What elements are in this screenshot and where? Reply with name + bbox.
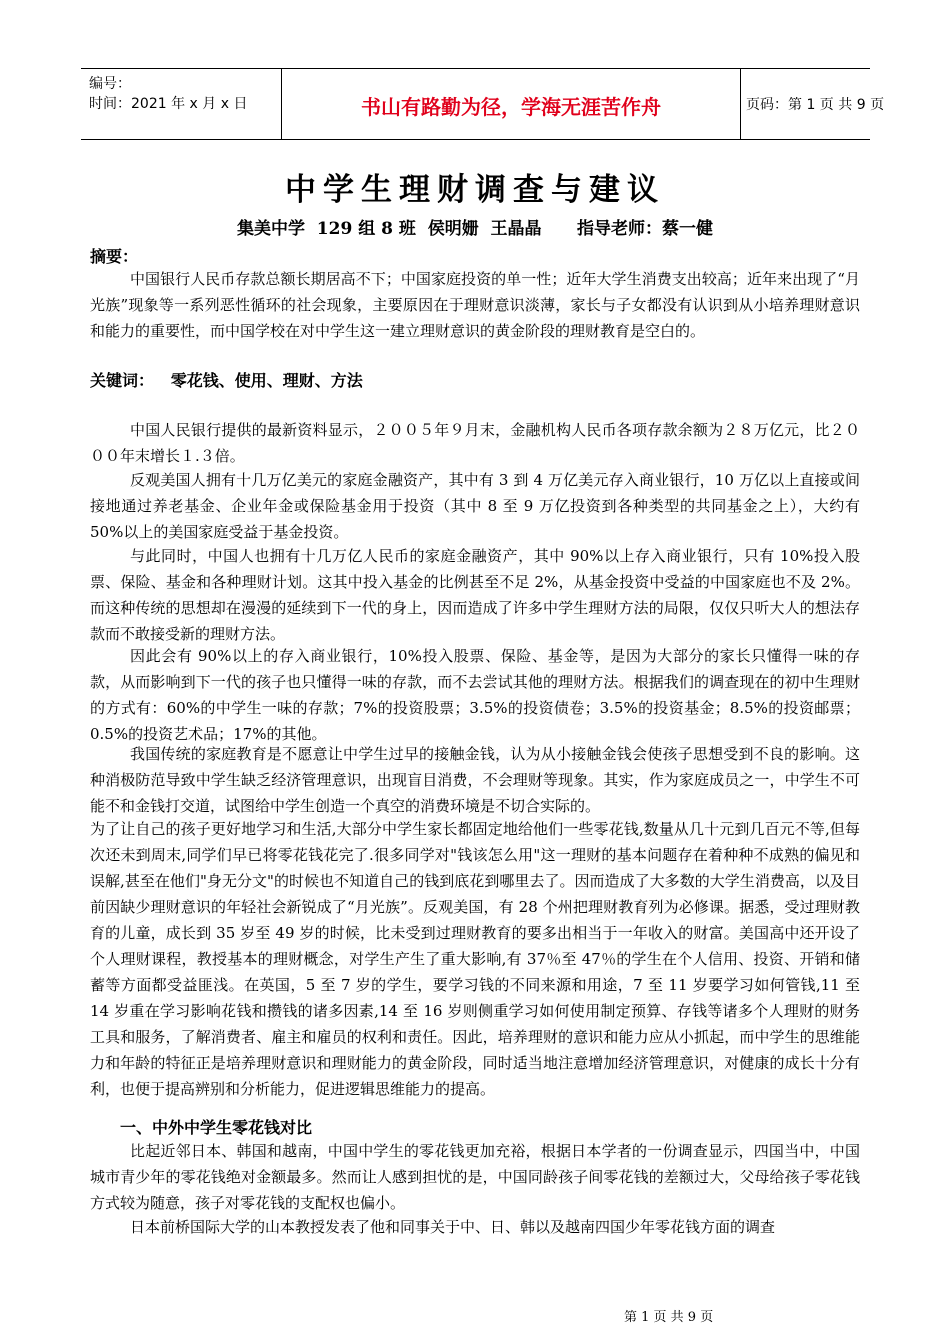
body-paragraph-6: 为了让自己的孩子更好地学习和生活,大部分中学生家长都固定地给他们一些零花钱,数量从几十元到几百元不等,但每次还未到周末,同学们早已将零花钱花完了.很多同学对"钱该怎么用"这一理财的基本问题存在着种种不成熟的偏见和误解,甚至在他们"身无分文"的时候也不知道自己的钱到底花到哪里去了。因而造成了大多数的大学生消费高，以及目前因缺少理财意识的年轻社会新锐成了“月光族”。反观美国，有 28 个州把理财教育列为必修课。据悉，受过理财教育的儿童，成长到 35 岁至 49 岁的时候，比未受到过理财教育的要多出相当于一年收入的财富。美国高中还开设了个人理财课程，教授基本的理财概念，对学生产生了重大影响,有 37％至 47％的学生在个人信用、投资、开销和储蓄等方面都受益匪浅。在英国，5 至 7 岁的学生，要学习钱的不同来源和用途，7 至 11 岁要学习如何管钱,11 至 14 岁重在学习影响花钱和攒钱的诸多因素,14 至 16 岁则侧重学习如何使用制定预算、存钱等诸多个人理财的财务工具和服务，了解消费者、雇主和雇员的权利和责任。因此，培养理财的意识和能力应从小抓起，而中学生的思维能力和年龄的特征正是培养理财意识和理财能力的黄金阶段，同时适当地注意增加经济管理意识，对健康的成长十分有利，也便于提高辨别和分析能力，促进逻辑思维能力的提高。 [90,820,860,1098]
document-date-label: 时间：2021 年 x 月 x 日 [89,96,248,112]
header-meta-cell [81,69,281,139]
body-paragraph-2: 反观美国人拥有十几万亿美元的家庭金融资产，其中有 3 到 4 万亿美元存入商业银行，10 万亿以上直接或间接地通过养老基金、企业年金或保险基金用于投资（其中 8 至 9 万亿投资到各种类型的共同基金之上），大约有 50%以上的美国家庭受益于基金投资。 [90,471,860,541]
body-paragraph-4: 因此会有 90%以上的存入商业银行，10%投入股票、保险、基金等，是因为大部分的家长只懂得一味的存款，从而影响到下一代的孩子也只懂得一味的存款，而不去尝试其他的理财方法。根据我们的调查现在的初中生理财的方式有：60%的中学生一味的存款；7%的投资股票；3.5%的投资债卷；3.5%的投资基金；8.5%的投资邮票；0.5%的投资艺术品；17%的其他。 [90,647,860,743]
body-paragraph-8: 日本前桥国际大学的山本教授发表了他和同事关于中、日、韩以及越南四国少年零花钱方面的调查 [130,1218,776,1236]
header-slogan: 书山有路勤为径，学海无涯苦作舟 [361,95,661,119]
keywords-line: 关键词： 零花钱、使用、理财、方法 [90,371,363,390]
document-authors: 集美中学 129 组 8 班 侯明姗 王晶晶 指导老师：蔡一健 [236,219,714,239]
header-slogan-cell [281,69,741,139]
page-footer: 第 1 页 共 9 页 [624,1310,714,1325]
document-number-label: 编号： [89,76,131,92]
body-paragraph-5: 我国传统的家庭教育是不愿意让中学生过早的接触金钱，认为从小接触金钱会使孩子思想受到不良的影响。这种消极防范导致中学生缺乏经济管理意识，出现盲目消费，不会理财等现象。其实，作为家庭成员之一，中学生不可能不和金钱打交道，试图给中学生创造一个真空的消费环境是不切合实际的。 [90,745,860,815]
section-1-heading: 一、中外中学生零花钱对比 [120,1118,313,1137]
abstract-label: 摘要： [90,247,139,266]
header-table [81,68,885,140]
abstract-text: 中国银行人民币存款总额长期居高不下；中国家庭投资的单一性；近年大学生消费支出较高；近年来出现了“月光族”现象等一系列恶性循环的社会现象，主要原因在于理财意识淡薄，家长与子女都没有认识到从小培养理财意识和能力的重要性，而中国学校在对中学生这一建立理财意识的黄金阶段的理财教育是空白的。 [90,270,860,340]
header-page-cell [740,69,885,139]
body-paragraph-3: 与此同时，中国人也拥有十几万亿人民币的家庭金融资产，其中 90%以上存入商业银行，只有 10%投入股票、保险、基金和各种理财计划。这其中投入基金的比例甚至不足 2%，从基金投资中受益的中国家庭也不及 2%。而这种传统的思想却在漫漫的延续到下一代的身上，因而造成了许多中学生理财方法的局限，仅仅只听大人的想法存款而不敢接受新的理财方法。 [90,547,860,643]
body-paragraph-1: 中国人民银行提供的最新资料显示，２００５年９月末，金融机构人民币各项存款余额为２８万亿元，比２０００年末增长１.３倍。 [90,421,860,465]
header-page-info: 页码：第 1 页 共 9 页 [746,97,885,113]
body-paragraph-7: 比起近邻日本、韩国和越南，中国中学生的零花钱更加充裕，根据日本学者的一份调查显示，四国当中，中国城市青少年的零花钱绝对金额最多。然而让人感到担忧的是，中国同龄孩子间零花钱的差额过大，父母给孩子零花钱方式较为随意，孩子对零花钱的支配权也偏小。 [90,1142,860,1212]
document-title: 中学生理财调查与建议 [285,172,665,208]
